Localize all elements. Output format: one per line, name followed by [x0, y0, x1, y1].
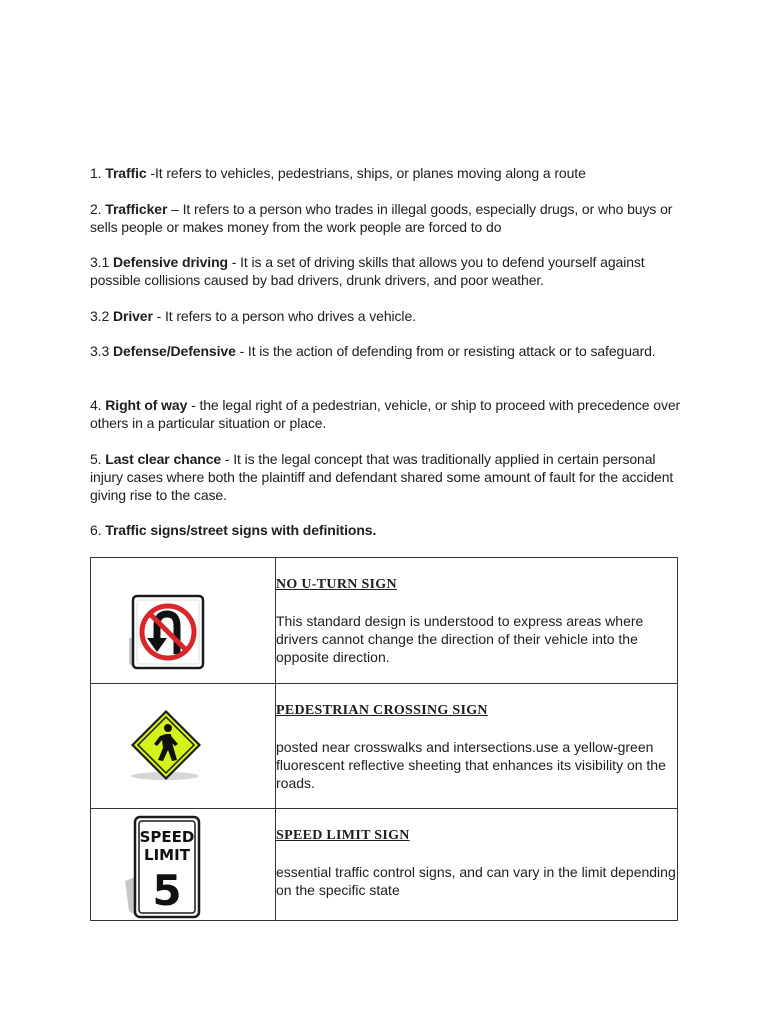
- definition-term: Traffic: [105, 165, 147, 181]
- sign-title: PEDESTRIAN CROSSING SIGN: [276, 703, 488, 718]
- definition-term: Right of way: [105, 397, 188, 413]
- traffic-signs-table: [90, 557, 678, 921]
- definition-number: 1.: [90, 165, 102, 181]
- sign-title: NO U-TURN SIGN: [276, 577, 397, 592]
- definition-driver: [90, 307, 690, 325]
- definition-traffic: [90, 164, 690, 182]
- definition-text: -It refers to vehicles, pedestrians, ships, or planes moving along a route: [146, 165, 586, 181]
- table-row: [91, 684, 678, 809]
- definition-term: Defensive driving: [112, 254, 228, 270]
- definition-text: - It is a set of driving skills that allows you to defend yourself against possible collisions caused by bad drivers, drunk drivers, and poor weather.: [90, 254, 645, 288]
- definition-term: Traffic signs/street signs with definitions.: [105, 522, 377, 538]
- sign-image-cell: [91, 558, 276, 684]
- sign-text-cell: [276, 558, 678, 684]
- definition-text: - It refers to a person who drives a vehicle.: [152, 308, 416, 324]
- definition-defense: [90, 342, 690, 360]
- speed-limit-line2: LIMIT: [144, 846, 190, 864]
- speed-limit-line1: SPEED: [139, 828, 195, 846]
- definition-text: - It is the legal concept that was traditionally applied in certain personal injury cases where both the plaintiff and defendant shared some amount of fault for the accident giving rise to the case.: [90, 451, 674, 503]
- sign-description: posted near crosswalks and intersections.use a yellow-green fluorescent reflective sheeting that enhances its visibility on the roads.: [276, 739, 666, 791]
- table-row: [91, 558, 678, 684]
- speed-limit-sign-icon: [123, 815, 203, 924]
- definition-traffic-signs: [90, 521, 690, 539]
- definition-number: 6.: [90, 522, 102, 538]
- definition-number: 3.1: [90, 254, 110, 270]
- sign-title: SPEED LIMIT SIGN: [276, 828, 410, 843]
- definition-right-of-way: [90, 396, 690, 432]
- definition-text: - It is the action of defending from or resisting attack or to safeguard.: [235, 343, 656, 359]
- definition-last-clear-chance: [90, 450, 690, 504]
- no-u-turn-sign-icon: [125, 594, 205, 677]
- sign-description: This standard design is understood to express areas where drivers cannot change the direction of their vehicle into the opposite direction.: [276, 613, 644, 665]
- sign-image-cell: [91, 809, 276, 921]
- sign-text-cell: [276, 684, 678, 809]
- definition-term: Trafficker: [105, 201, 168, 217]
- definition-number: 4.: [90, 397, 102, 413]
- definition-number: 5.: [90, 451, 102, 467]
- definition-trafficker: [90, 200, 690, 236]
- definition-number: 3.2: [90, 308, 110, 324]
- definition-term: Last clear chance: [105, 451, 222, 467]
- speed-limit-number: 5: [152, 866, 182, 915]
- definition-term: Defense/Defensive: [112, 343, 236, 359]
- sign-text-cell: [276, 809, 678, 921]
- definition-text: - the legal right of a pedestrian, vehicle, or ship to proceed with precedence over others in a particular situation or place.: [90, 397, 681, 431]
- pedestrian-crossing-sign-icon: [127, 708, 205, 787]
- definition-number: 2.: [90, 201, 102, 217]
- definition-number: 3.3: [90, 343, 110, 359]
- definition-text: – It refers to a person who trades in illegal goods, especially drugs, or who buys or sells people or makes money from the work people are forced to do: [90, 201, 673, 235]
- definition-term: Driver: [112, 308, 153, 324]
- definition-defensive-driving: [90, 253, 690, 289]
- sign-description: essential traffic control signs, and can vary in the limit depending on the specific state: [276, 864, 676, 898]
- table-row: [91, 809, 678, 921]
- sign-image-cell: [91, 684, 276, 809]
